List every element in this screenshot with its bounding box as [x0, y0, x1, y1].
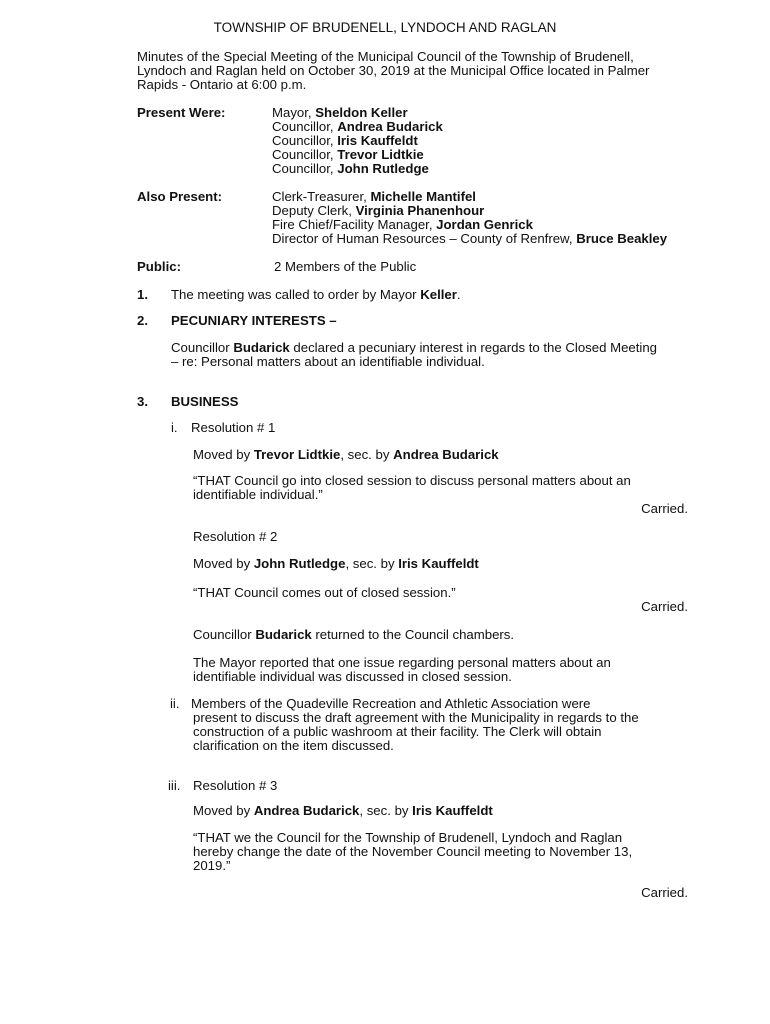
intro-line: Lyndoch and Raglan held on October 30, 2019 at the Municipal Office located in Palmer [137, 63, 650, 79]
carried-label: Carried. [641, 885, 688, 900]
resolution-3-moved: Moved by Andrea Budarick, sec. by Iris Kauffeldt [193, 803, 493, 818]
pecuniary-line: – re: Personal matters about an identifiable individual. [171, 354, 485, 369]
sub-ii-line: present to discuss the draft agreement with the Municipality in regards to the [193, 710, 639, 725]
also-present-member: Director of Human Resources – County of Renfrew, Bruce Beakley [272, 231, 668, 246]
return-note: Councillor Budarick returned to the Council chambers. [193, 627, 515, 642]
also-present-member: Clerk-Treasurer, Michelle Mantifel [272, 189, 476, 204]
item-3-heading: BUSINESS [171, 394, 239, 409]
resolution-1-text: identifiable individual.” [193, 487, 323, 502]
resolution-3-text: 2019.” [193, 858, 231, 873]
intro-paragraph [137, 50, 737, 93]
intro-line: Minutes of the Special Meeting of the Municipal Council of the Township of Brudenell, [137, 49, 634, 64]
resolution-1-title: Resolution # 1 [191, 420, 276, 435]
resolution-3-title: Resolution # 3 [193, 778, 278, 793]
present-member: Councillor, John Rutledge [272, 161, 429, 176]
sub-ii-line: clarification on the item discussed. [193, 738, 394, 753]
sub-ii-line: Members of the Quadeville Recreation and Athletic Association were [191, 696, 591, 711]
item-number: 1. [137, 287, 148, 302]
sub-item-label: iii. [168, 778, 181, 793]
also-present-member: Fire Chief/Facility Manager, Jordan Genrick [272, 217, 533, 232]
document-title: TOWNSHIP OF BRUDENELL, LYNDOCH AND RAGLAN [213, 20, 557, 35]
sub-item-label: i. [171, 420, 178, 435]
present-member: Mayor, Sheldon Keller [272, 105, 408, 120]
item-number: 2. [137, 313, 148, 328]
also-present-member: Deputy Clerk, Virginia Phanenhour [272, 203, 485, 218]
item-1-text: The meeting was called to order by Mayor Keller. [171, 287, 461, 302]
public-label: Public: [137, 259, 181, 274]
mayor-report: The Mayor reported that one issue regarding personal matters about an [193, 655, 611, 670]
present-member: Councillor, Trevor Lidtkie [272, 147, 424, 162]
resolution-3-text: hereby change the date of the November Council meeting to November 13, [193, 844, 633, 859]
carried-label: Carried. [641, 599, 688, 614]
sub-item-label: ii. [170, 696, 180, 711]
resolution-1-text: “THAT Council go into closed session to discuss personal matters about an [193, 473, 631, 488]
public-value: 2 Members of the Public [274, 259, 417, 274]
also-present-label: Also Present: [137, 189, 223, 204]
resolution-2-text: “THAT Council comes out of closed session.” [193, 585, 456, 600]
item-number: 3. [137, 394, 148, 409]
present-member: Councillor, Iris Kauffeldt [272, 133, 418, 148]
carried-label: Carried. [641, 501, 688, 516]
mayor-report: identifiable individual was discussed in closed session. [193, 669, 512, 684]
resolution-2-moved: Moved by John Rutledge, sec. by Iris Kauffeldt [193, 556, 479, 571]
item-2-heading: PECUNIARY INTERESTS – [171, 313, 337, 328]
pecuniary-line: Councillor Budarick declared a pecuniary interest in regards to the Closed Meeting [171, 340, 658, 355]
present-member: Councillor, Andrea Budarick [272, 119, 443, 134]
resolution-2-title: Resolution # 2 [193, 529, 278, 544]
sub-ii-line: construction of a public washroom at their facility. The Clerk will obtain [193, 724, 602, 739]
present-label: Present Were: [137, 105, 226, 120]
resolution-1-moved: Moved by Trevor Lidtkie, sec. by Andrea Budarick [193, 447, 499, 462]
resolution-3-text: “THAT we the Council for the Township of Brudenell, Lyndoch and Raglan [193, 830, 623, 845]
intro-line: Rapids - Ontario at 6:00 p.m. [137, 77, 307, 93]
